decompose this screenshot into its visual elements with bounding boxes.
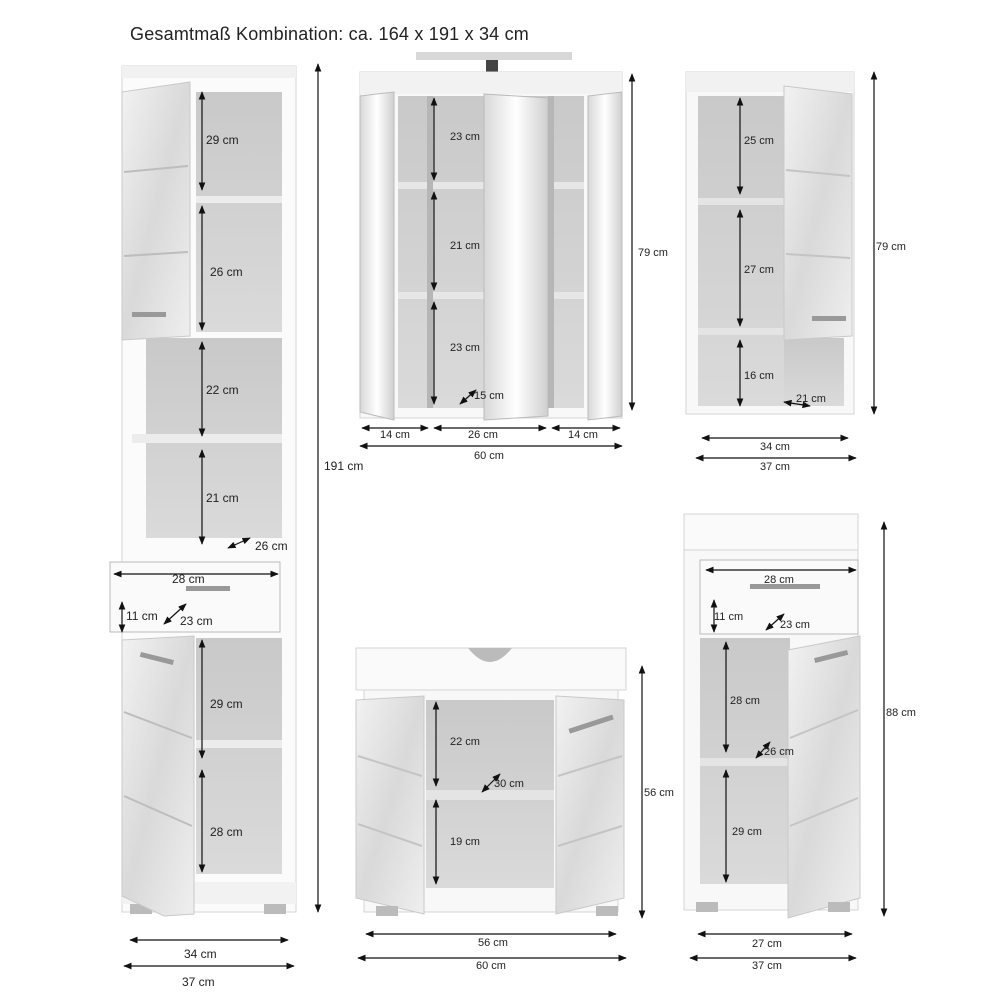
wall-outer-width-label: 37 cm bbox=[760, 461, 790, 473]
diagram-title: Gesamtmaß Kombination: ca. 164 x 191 x 34 cm bbox=[130, 24, 529, 44]
vanity-outer-width-label: 60 cm bbox=[476, 960, 506, 972]
tall-shelf-5-label: 29 cm bbox=[210, 697, 243, 711]
mirror-left bbox=[360, 92, 394, 420]
base-door bbox=[788, 636, 860, 918]
tall-cabinet bbox=[110, 66, 296, 916]
base-shelf-1-label: 28 cm bbox=[730, 695, 760, 707]
tall-height-label: 191 cm bbox=[324, 459, 364, 473]
vanity-upper-label: 22 cm bbox=[450, 736, 480, 748]
tall-shelf-4-label: 21 cm bbox=[206, 491, 239, 505]
base-height-label: 88 cm bbox=[886, 707, 916, 719]
mirror-right bbox=[588, 92, 622, 420]
tall-shelf-2-label: 26 cm bbox=[210, 265, 243, 279]
lower-door bbox=[122, 636, 194, 916]
base-shelf-2-label: 29 cm bbox=[732, 826, 762, 838]
wall-height-label: 79 cm bbox=[876, 241, 906, 253]
mirror-center bbox=[484, 94, 548, 420]
wall-cabinet bbox=[686, 72, 854, 414]
tall-shelf-1-label: 29 cm bbox=[206, 133, 239, 147]
base-drawer-width-label: 28 cm bbox=[764, 574, 794, 586]
mirror-shelf-3-label: 23 cm bbox=[450, 342, 480, 354]
mirror-height-label: 79 cm bbox=[638, 247, 668, 259]
base-shelf-depth-label: 26 cm bbox=[764, 746, 794, 758]
base-inner-width-label: 27 cm bbox=[752, 938, 782, 950]
base-drawer-depth-label: 23 cm bbox=[780, 619, 810, 631]
upper-door bbox=[122, 82, 190, 340]
mirror-left-width-label: 14 cm bbox=[380, 429, 410, 441]
wall-depth-label: 21 cm bbox=[796, 393, 826, 405]
mirror-cabinet bbox=[360, 52, 622, 420]
wall-shelf-3-label: 16 cm bbox=[744, 370, 774, 382]
tall-shelf-3-label: 22 cm bbox=[206, 383, 239, 397]
tall-inner-width-label: 34 cm bbox=[184, 947, 217, 961]
tall-shelf-6-label: 28 cm bbox=[210, 825, 243, 839]
mirror-shelf-2-label: 21 cm bbox=[450, 240, 480, 252]
vanity-lower-label: 19 cm bbox=[450, 836, 480, 848]
vanity-height-label: 56 cm bbox=[644, 787, 674, 799]
tall-shelf-depth-label: 26 cm bbox=[255, 539, 288, 553]
vanity-unit bbox=[356, 648, 626, 916]
wall-shelf-1-label: 25 cm bbox=[744, 135, 774, 147]
mirror-depth-label: 15 cm bbox=[474, 390, 504, 402]
base-outer-width-label: 37 cm bbox=[752, 960, 782, 972]
vanity-door-left bbox=[356, 696, 424, 914]
vanity-depth-label: 30 cm bbox=[494, 778, 524, 790]
wall-inner-width-label: 34 cm bbox=[760, 441, 790, 453]
vanity-inner-width-label: 56 cm bbox=[478, 937, 508, 949]
mirror-center-width-label: 26 cm bbox=[468, 429, 498, 441]
tall-outer-width-label: 37 cm bbox=[182, 975, 215, 989]
vanity-door-right bbox=[556, 696, 624, 914]
base-drawer-height-label: 11 cm bbox=[714, 611, 744, 623]
tall-drawer-height-label: 11 cm bbox=[126, 609, 158, 623]
tall-drawer-width-label: 28 cm bbox=[172, 572, 205, 586]
tall-drawer-depth-label: 23 cm bbox=[180, 614, 213, 628]
wall-door bbox=[784, 86, 852, 340]
mirror-right-width-label: 14 cm bbox=[568, 429, 598, 441]
mirror-total-width-label: 60 cm bbox=[474, 450, 504, 462]
mirror-shelf-1-label: 23 cm bbox=[450, 131, 480, 143]
wall-shelf-2-label: 27 cm bbox=[744, 264, 774, 276]
